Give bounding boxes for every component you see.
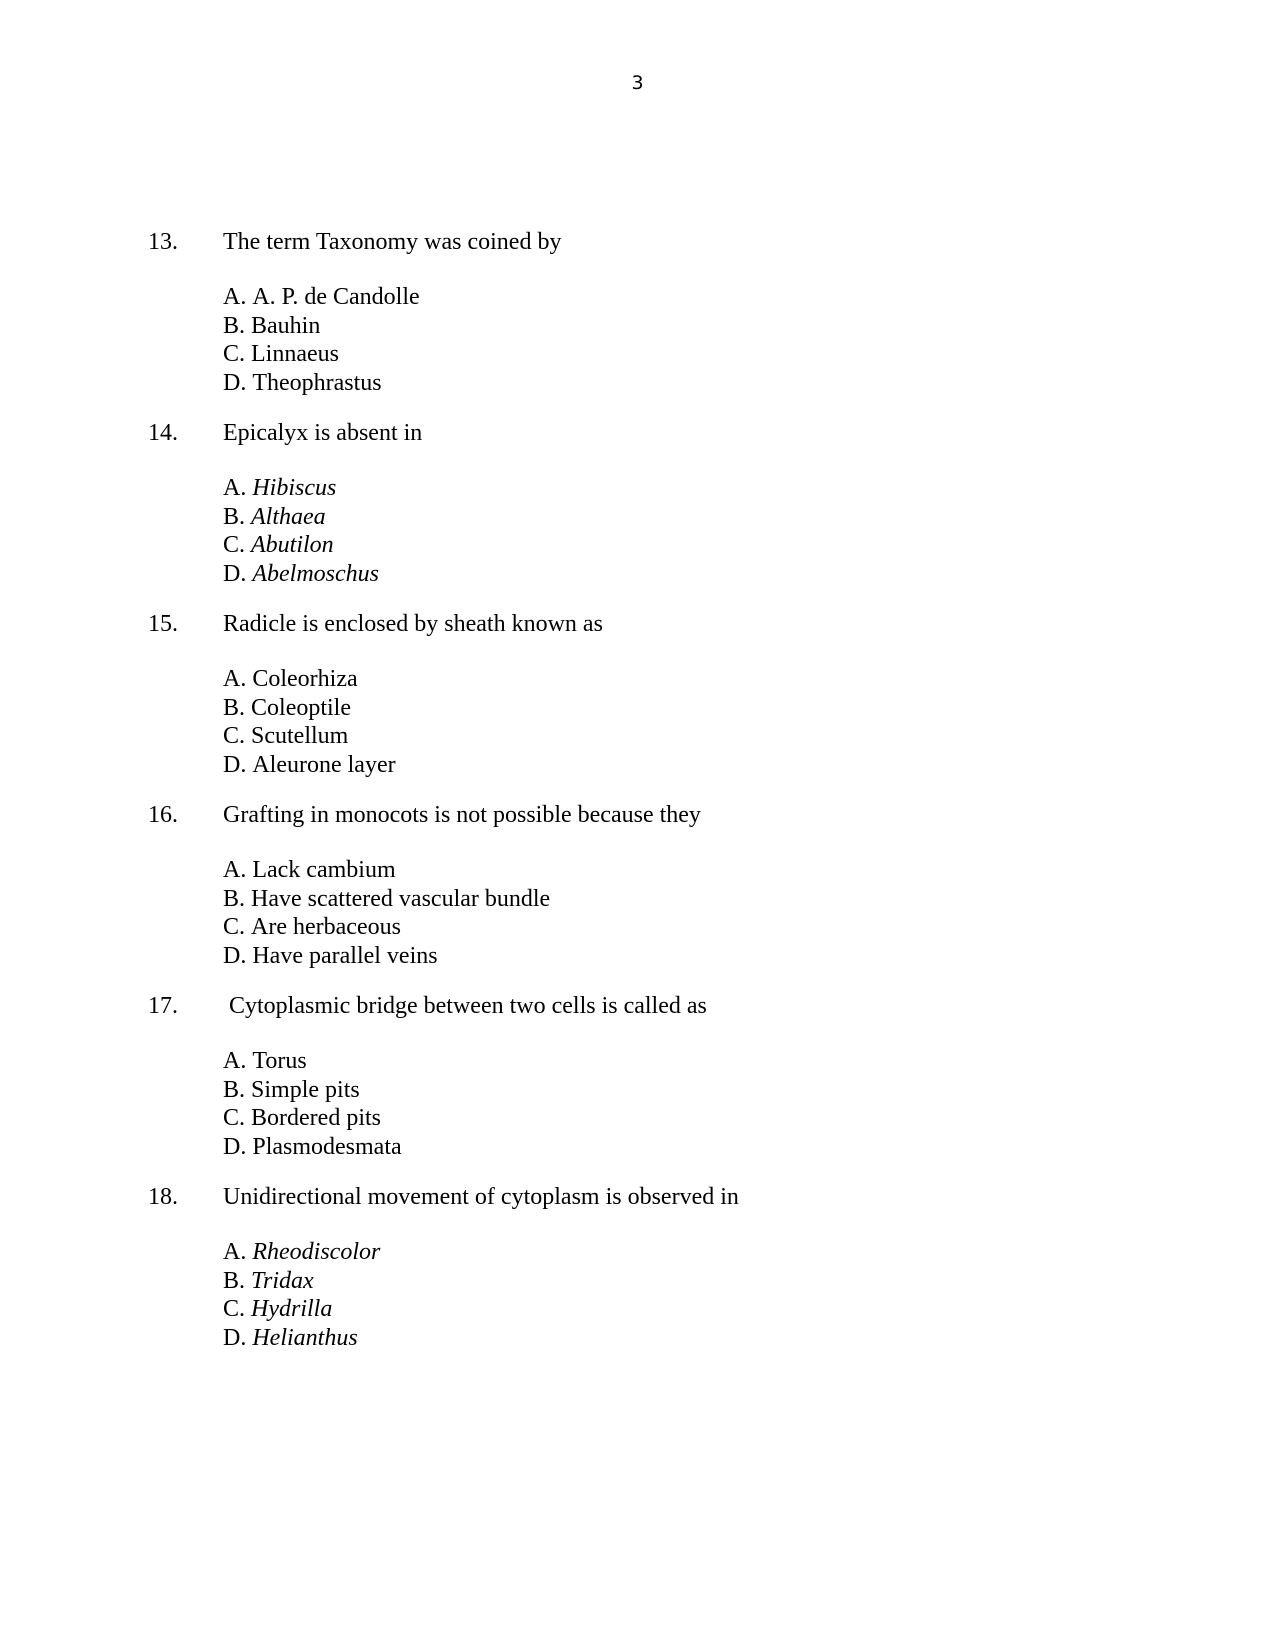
question-number: 18. <box>148 1184 178 1210</box>
option-b <box>223 312 1148 341</box>
option-text: Have parallel veins <box>252 943 438 970</box>
option-letter: B. <box>223 312 246 339</box>
option-text: A. P. de Candolle <box>252 284 420 310</box>
question-stem: Epicalyx is absent in <box>223 420 423 446</box>
question-15 <box>148 611 1148 780</box>
option-d <box>223 369 1148 398</box>
option-letter: C. <box>223 1296 246 1323</box>
option-list <box>223 474 1148 589</box>
option-c <box>223 1104 1148 1133</box>
option-text: Simple pits <box>251 1076 360 1103</box>
option-text: Hydrilla <box>251 1296 333 1323</box>
option-d <box>223 560 1148 589</box>
option-letter: C. <box>223 532 246 559</box>
option-list <box>223 665 1148 780</box>
question-line <box>148 993 1148 1023</box>
option-letter: A. <box>223 857 247 883</box>
question-stem: Cytoplasmic bridge between two cells is called as <box>229 993 707 1019</box>
option-letter: D. <box>223 943 247 970</box>
option-b <box>223 1076 1148 1105</box>
question-number: 14. <box>148 420 178 446</box>
option-d <box>223 1324 1148 1353</box>
option-text: Have scattered vascular bundle <box>251 885 551 912</box>
option-c <box>223 531 1148 560</box>
question-line <box>148 229 1148 259</box>
option-c <box>223 722 1148 751</box>
option-text: Bauhin <box>251 312 321 339</box>
option-letter: D. <box>223 1325 247 1352</box>
question-number: 16. <box>148 802 178 828</box>
option-text: Lack cambium <box>252 857 396 883</box>
option-letter: A. <box>223 1239 247 1265</box>
option-letter: D. <box>223 370 247 397</box>
option-letter: A. <box>223 284 247 310</box>
option-letter: C. <box>223 723 246 750</box>
option-text: Tridax <box>251 1267 314 1294</box>
option-letter: A. <box>223 666 247 692</box>
option-letter: D. <box>223 561 247 588</box>
option-a <box>223 1238 1148 1267</box>
option-list <box>223 1238 1148 1353</box>
option-b <box>223 503 1148 532</box>
option-text: Linnaeus <box>251 341 339 368</box>
option-c <box>223 913 1148 942</box>
option-text: Abutilon <box>251 532 334 559</box>
option-list <box>223 1047 1148 1162</box>
option-letter: B. <box>223 1267 246 1294</box>
option-list <box>223 856 1148 971</box>
option-text: Althaea <box>251 503 326 530</box>
question-line <box>148 1184 1148 1214</box>
option-letter: C. <box>223 914 246 941</box>
option-letter: B. <box>223 885 246 912</box>
question-18 <box>148 1184 1148 1353</box>
option-letter: B. <box>223 1076 246 1103</box>
question-17 <box>148 993 1148 1162</box>
option-a <box>223 283 1148 312</box>
option-letter: C. <box>223 1105 246 1132</box>
question-number: 15. <box>148 611 178 637</box>
option-text: Helianthus <box>252 1325 358 1352</box>
question-stem: Radicle is enclosed by sheath known as <box>223 611 603 637</box>
option-c <box>223 1295 1148 1324</box>
option-letter: A. <box>223 475 247 501</box>
option-text: Torus <box>252 1048 307 1074</box>
option-letter: B. <box>223 694 246 721</box>
option-text: Are herbaceous <box>251 914 401 941</box>
option-text: Coleoptile <box>251 694 351 721</box>
option-text: Abelmoschus <box>252 561 379 588</box>
question-16 <box>148 802 1148 971</box>
option-letter: D. <box>223 752 247 779</box>
option-a <box>223 474 1148 503</box>
option-a <box>223 665 1148 694</box>
question-stem: Grafting in monocots is not possible because they <box>223 802 701 828</box>
option-letter: C. <box>223 341 246 368</box>
question-13 <box>148 229 1148 398</box>
option-d <box>223 1133 1148 1162</box>
option-text: Bordered pits <box>251 1105 381 1132</box>
option-letter: B. <box>223 503 246 530</box>
option-letter: A. <box>223 1048 247 1074</box>
option-a <box>223 856 1148 885</box>
option-letter: D. <box>223 1134 247 1161</box>
option-text: Aleurone layer <box>252 752 396 779</box>
option-list <box>223 283 1148 398</box>
question-line <box>148 802 1148 832</box>
option-text: Plasmodesmata <box>252 1134 402 1161</box>
option-b <box>223 694 1148 723</box>
option-b <box>223 1267 1148 1296</box>
option-d <box>223 942 1148 971</box>
option-d <box>223 751 1148 780</box>
question-14 <box>148 420 1148 589</box>
option-text: Hibiscus <box>252 475 337 501</box>
question-stem: Unidirectional movement of cytoplasm is observed in <box>223 1184 739 1210</box>
option-a <box>223 1047 1148 1076</box>
question-line <box>148 611 1148 641</box>
option-text: Scutellum <box>251 723 349 750</box>
option-b <box>223 885 1148 914</box>
page-number: 3 <box>631 72 644 94</box>
option-text: Theophrastus <box>252 370 382 397</box>
question-line <box>148 420 1148 450</box>
option-text: Rheodiscolor <box>252 1239 381 1265</box>
option-c <box>223 340 1148 369</box>
question-number: 17. <box>148 993 178 1019</box>
question-stem: The term Taxonomy was coined by <box>223 229 562 255</box>
question-number: 13. <box>148 229 178 255</box>
option-text: Coleorhiza <box>252 666 358 692</box>
